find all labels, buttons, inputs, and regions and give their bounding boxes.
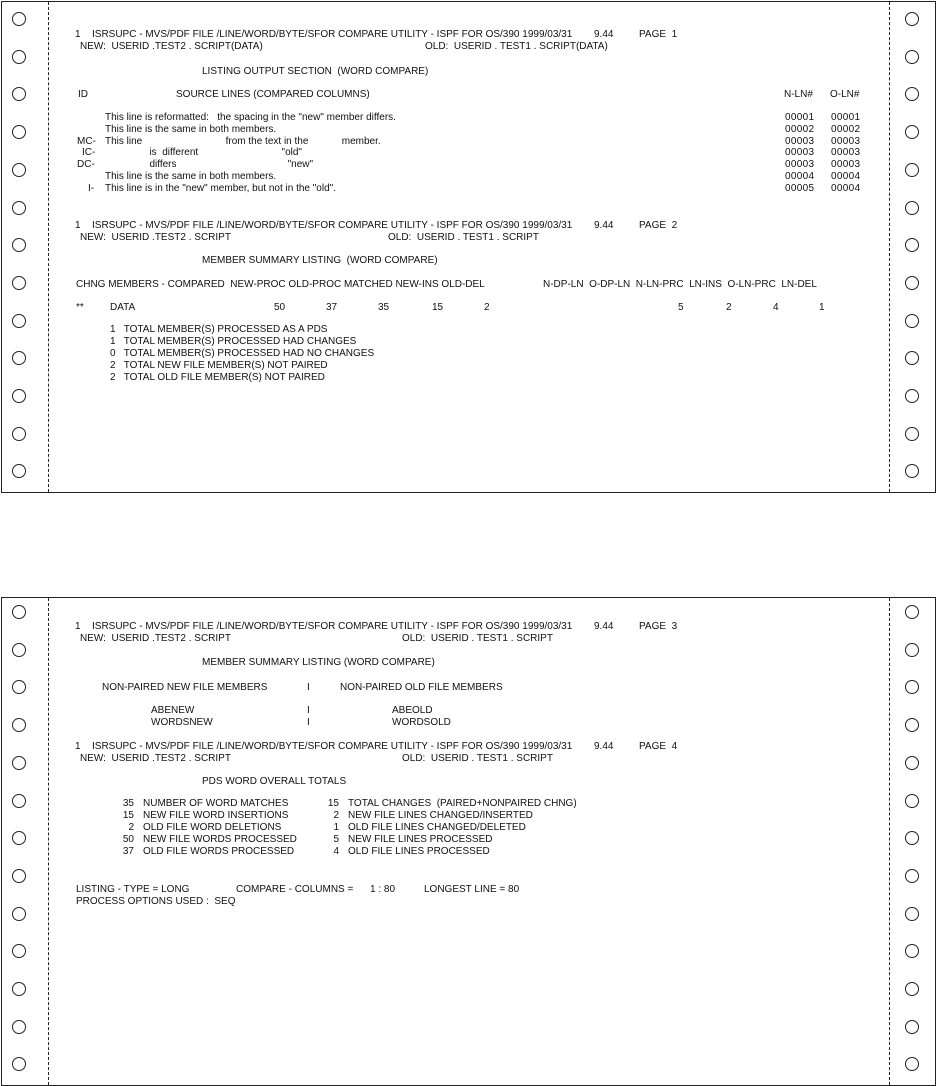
- summary-nlnprc: 4: [773, 302, 779, 313]
- total-label: OLD FILE WORD DELETIONS: [143, 822, 282, 833]
- tractor-hole-icon: [12, 464, 26, 478]
- line-old-number: 00004: [831, 182, 861, 194]
- perforation-left: [48, 2, 49, 492]
- summary-title: MEMBER SUMMARY LISTING (WORD COMPARE): [202, 255, 438, 266]
- header-page: PAGE 2: [639, 220, 678, 231]
- col-id: ID: [78, 89, 88, 100]
- tractor-hole-icon: [905, 756, 919, 770]
- tractor-hole-icon: [905, 464, 919, 478]
- line-new-number: 00005: [785, 182, 815, 194]
- line-old-number: 00003: [831, 135, 861, 147]
- printout-sheet-1: [1, 1, 936, 493]
- tractor-hole-icon: [12, 351, 26, 365]
- line-text: This line from the text in the member.: [105, 135, 381, 147]
- line-new-number: 00003: [785, 159, 815, 171]
- line-new-number: 00002: [785, 123, 815, 135]
- listing-type: LISTING - TYPE = LONG: [76, 884, 190, 895]
- old-member: ABEOLD: [392, 705, 433, 716]
- tractor-hole-icon: [905, 87, 919, 101]
- header-new-file: NEW: USERID .TEST2 . SCRIPT: [80, 753, 231, 764]
- header-old-file: OLD: USERID . TEST1 . SCRIPT(DATA): [425, 41, 608, 52]
- tractor-hole-icon: [905, 389, 919, 403]
- header-page: PAGE 1: [639, 29, 678, 40]
- perforation-right: [889, 2, 890, 492]
- total-count: 37: [122, 846, 134, 857]
- tractor-hole-icon: [905, 50, 919, 64]
- header-title: ISRSUPC - MVS/PDF FILE /LINE/WORD/BYTE/SFOR COMPARE UTILITY - ISPF FOR OS/390 1999/03/31: [92, 741, 573, 752]
- header-number: 1: [75, 741, 81, 752]
- tractor-hole-icon: [905, 794, 919, 808]
- line-old-number: 00003: [831, 147, 861, 159]
- total-line: 2 TOTAL OLD FILE MEMBER(S) NOT PAIRED: [110, 372, 325, 383]
- header-old-file: OLD: USERID . TEST1 . SCRIPT: [402, 753, 553, 764]
- section-title: LISTING OUTPUT SECTION (WORD COMPARE): [202, 66, 429, 77]
- header-page: PAGE 3: [639, 621, 678, 632]
- total-line: 0 TOTAL MEMBER(S) PROCESSED HAD NO CHANGES: [110, 348, 375, 359]
- header-number: 1: [75, 621, 81, 632]
- line-text: This line is the same in both members.: [105, 171, 277, 182]
- total-label: OLD FILE WORDS PROCESSED: [143, 846, 295, 857]
- tractor-hole-icon: [12, 756, 26, 770]
- process-options: PROCESS OPTIONS USED : SEQ: [76, 896, 236, 907]
- header-number: 1: [75, 220, 81, 231]
- longest-line: LONGEST LINE = 80: [424, 884, 520, 895]
- col-new-line: N-LN#: [784, 89, 813, 100]
- summary-chng: **: [76, 302, 84, 313]
- nonpaired-separator: I: [307, 682, 310, 693]
- tractor-hole-icon: [905, 643, 919, 657]
- total-count: 2: [128, 822, 134, 833]
- tractor-hole-icon: [12, 680, 26, 694]
- header-new-file: NEW: USERID .TEST2 . SCRIPT(DATA): [80, 41, 263, 52]
- line-new-number: 00004: [785, 171, 815, 182]
- overall-totals-title: PDS WORD OVERALL TOTALS: [202, 776, 347, 787]
- tractor-hole-icon: [905, 12, 919, 26]
- tractor-hole-icon: [905, 276, 919, 290]
- tractor-hole-icon: [905, 680, 919, 694]
- tractor-hole-icon: [12, 125, 26, 139]
- tractor-hole-icon: [12, 718, 26, 732]
- total-label: NEW FILE LINES PROCESSED: [348, 834, 493, 845]
- tractor-hole-icon: [905, 907, 919, 921]
- tractor-hole-icon: [905, 201, 919, 215]
- tractor-hole-icon: [12, 1057, 26, 1071]
- total-label: OLD FILE LINES CHANGED/DELETED: [348, 822, 526, 833]
- line-text: This line is reformatted: the spacing in the "new" member differs.: [105, 112, 396, 123]
- tractor-hole-icon: [12, 643, 26, 657]
- tractor-hole-icon: [12, 314, 26, 328]
- tractor-hole-icon: [905, 351, 919, 365]
- compare-columns: COMPARE - COLUMNS = 1 : 80: [236, 884, 396, 895]
- tractor-hole-icon: [12, 831, 26, 845]
- new-member: WORDSNEW: [151, 717, 213, 728]
- total-count: 50: [122, 834, 134, 845]
- tractor-hole-icon: [905, 869, 919, 883]
- total-count: 35: [122, 798, 134, 809]
- printout-sheet-2: [1, 597, 936, 1086]
- tractor-hole-icon: [905, 163, 919, 177]
- tractor-hole-icon: [12, 794, 26, 808]
- total-label: NEW FILE WORDS PROCESSED: [143, 834, 297, 845]
- tractor-hole-icon: [12, 869, 26, 883]
- nonpaired-separator: I: [307, 717, 310, 728]
- summary-olddel: 2: [484, 302, 490, 313]
- summary-ndp: 5: [678, 302, 684, 313]
- total-count: 15: [327, 798, 339, 809]
- total-label: NUMBER OF WORD MATCHES: [143, 798, 289, 809]
- summary-matched: 35: [378, 302, 390, 313]
- tractor-hole-icon: [905, 982, 919, 996]
- total-count: 2: [333, 810, 339, 821]
- nonpaired-separator: I: [307, 705, 310, 716]
- header-old-file: OLD: USERID . TEST1 . SCRIPT: [388, 232, 539, 243]
- tractor-hole-icon: [12, 238, 26, 252]
- total-count: 15: [122, 810, 134, 821]
- line-id: MC-: [77, 135, 96, 147]
- total-line: 2 TOTAL NEW FILE MEMBER(S) NOT PAIRED: [110, 360, 328, 371]
- new-member: ABENEW: [151, 705, 195, 716]
- total-label: OLD FILE LINES PROCESSED: [348, 846, 490, 857]
- tractor-hole-icon: [905, 944, 919, 958]
- header-title: ISRSUPC - MVS/PDF FILE /LINE/WORD/BYTE/SFOR COMPARE UTILITY - ISPF FOR OS/390 1999/03/31: [92, 29, 573, 40]
- summary-oldproc: 37: [326, 302, 338, 313]
- total-label: NEW FILE LINES CHANGED/INSERTED: [348, 810, 533, 821]
- nonpaired-new-heading: NON-PAIRED NEW FILE MEMBERS: [102, 682, 268, 693]
- tractor-hole-icon: [12, 276, 26, 290]
- tractor-hole-icon: [905, 605, 919, 619]
- line-text: This line is in the "new" member, but not in the "old".: [105, 182, 336, 194]
- line-text: is different "old": [105, 147, 302, 159]
- tractor-hole-icon: [12, 605, 26, 619]
- header-title: ISRSUPC - MVS/PDF FILE /LINE/WORD/BYTE/SFOR COMPARE UTILITY - ISPF FOR OS/390 1999/03/31: [92, 220, 573, 231]
- header-version: 9.44: [594, 741, 614, 752]
- tractor-hole-icon: [905, 718, 919, 732]
- line-text: differs "new": [105, 159, 314, 171]
- header-number: 1: [75, 29, 81, 40]
- total-label: TOTAL CHANGES (PAIRED+NONPAIRED CHNG): [348, 798, 577, 809]
- nonpaired-old-heading: NON-PAIRED OLD FILE MEMBERS: [340, 682, 503, 693]
- header-page: PAGE 4: [639, 741, 678, 752]
- tractor-hole-icon: [905, 1057, 919, 1071]
- summary-header-2: N-DP-LN O-DP-LN N-LN-PRC LN-INS O-LN-PRC LN-DEL: [543, 279, 817, 290]
- tractor-hole-icon: [12, 982, 26, 996]
- tractor-hole-icon: [12, 12, 26, 26]
- tractor-hole-icon: [12, 201, 26, 215]
- summary-member: DATA: [110, 302, 136, 313]
- line-id: DC-: [77, 159, 95, 171]
- tractor-hole-icon: [12, 50, 26, 64]
- tractor-hole-icon: [12, 944, 26, 958]
- line-id: I-: [88, 182, 95, 194]
- tractor-hole-icon: [905, 1020, 919, 1034]
- line-new-number: 00001: [785, 112, 815, 123]
- tractor-hole-icon: [12, 389, 26, 403]
- col-old-line: O-LN#: [830, 89, 860, 100]
- perforation-left: [48, 598, 49, 1085]
- header-version: 9.44: [594, 621, 614, 632]
- old-member: WORDSOLD: [392, 717, 451, 728]
- tractor-hole-icon: [12, 87, 26, 101]
- summary-header: CHNG MEMBERS - COMPARED NEW-PROC OLD-PROC MATCHED NEW-INS OLD-DEL: [76, 279, 485, 290]
- header-old-file: OLD: USERID . TEST1 . SCRIPT: [402, 633, 553, 644]
- line-old-number: 00004: [831, 171, 861, 182]
- total-count: 1: [333, 822, 339, 833]
- tractor-hole-icon: [905, 831, 919, 845]
- header-version: 9.44: [594, 220, 614, 231]
- tractor-hole-icon: [12, 1020, 26, 1034]
- col-source: SOURCE LINES (COMPARED COLUMNS): [176, 89, 370, 100]
- line-old-number: 00001: [831, 112, 861, 123]
- total-line: 1 TOTAL MEMBER(S) PROCESSED AS A PDS: [110, 324, 328, 335]
- summary-newproc: 50: [274, 302, 286, 313]
- summary-odp: 2: [726, 302, 732, 313]
- header-title: ISRSUPC - MVS/PDF FILE /LINE/WORD/BYTE/SFOR COMPARE UTILITY - ISPF FOR OS/390 1999/03/31: [92, 621, 573, 632]
- line-old-number: 00002: [831, 123, 861, 135]
- tractor-hole-icon: [12, 427, 26, 441]
- line-text: This line is the same in both members.: [105, 123, 277, 135]
- summary-lnins: 1: [819, 302, 825, 313]
- total-count: 4: [333, 846, 339, 857]
- tractor-hole-icon: [905, 238, 919, 252]
- line-id: IC-: [82, 147, 96, 159]
- header-new-file: NEW: USERID .TEST2 . SCRIPT: [80, 232, 231, 243]
- total-line: 1 TOTAL MEMBER(S) PROCESSED HAD CHANGES: [110, 336, 357, 347]
- tractor-hole-icon: [12, 163, 26, 177]
- tractor-hole-icon: [905, 427, 919, 441]
- line-new-number: 00003: [785, 147, 815, 159]
- tractor-hole-icon: [12, 907, 26, 921]
- summary-title: MEMBER SUMMARY LISTING (WORD COMPARE): [202, 657, 435, 668]
- tractor-hole-icon: [905, 125, 919, 139]
- tractor-hole-icon: [905, 314, 919, 328]
- line-new-number: 00003: [785, 135, 815, 147]
- total-count: 5: [333, 834, 339, 845]
- summary-newins: 15: [432, 302, 444, 313]
- perforation-right: [889, 598, 890, 1085]
- line-old-number: 00003: [831, 159, 861, 171]
- total-label: NEW FILE WORD INSERTIONS: [143, 810, 289, 821]
- header-new-file: NEW: USERID .TEST2 . SCRIPT: [80, 633, 231, 644]
- header-version: 9.44: [594, 29, 614, 40]
